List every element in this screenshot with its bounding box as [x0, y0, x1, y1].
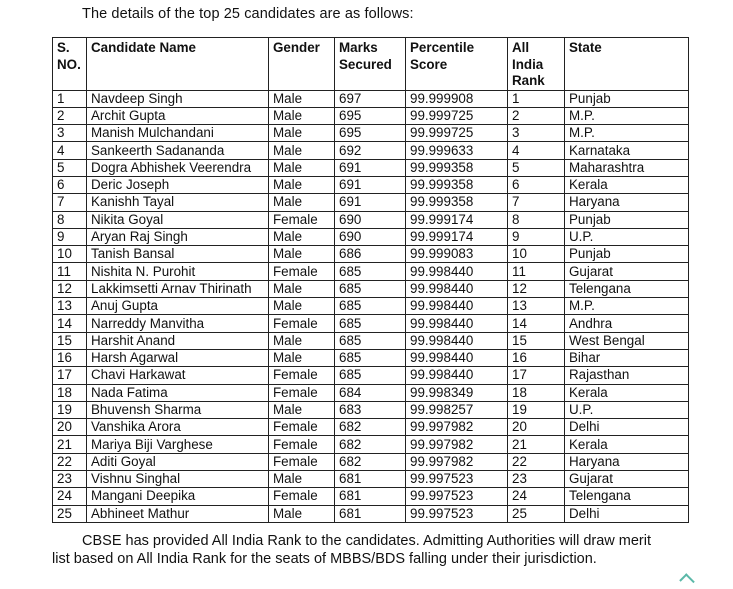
table-row	[53, 471, 689, 488]
cell-rank: 20	[508, 419, 565, 436]
cell-sno: 21	[53, 436, 87, 453]
cell-marks: 682	[335, 419, 406, 436]
cell-sno: 9	[53, 228, 87, 245]
cell-name: Mangani Deepika	[87, 488, 269, 505]
table-row	[53, 107, 689, 124]
cell-name: Abhineet Mathur	[87, 505, 269, 522]
cell-gender: Female	[269, 436, 335, 453]
cell-name: Dogra Abhishek Veerendra	[87, 159, 269, 176]
header-marks-line1: Marks	[339, 40, 378, 55]
table-body	[53, 90, 689, 522]
intro-text: The details of the top 25 candidates are as follows:	[82, 6, 414, 22]
cell-name: Kanishh Tayal	[87, 194, 269, 211]
table-row	[53, 349, 689, 366]
cell-percentile: 99.998257	[406, 401, 508, 418]
cell-gender: Male	[269, 332, 335, 349]
cell-marks: 682	[335, 436, 406, 453]
table-row	[53, 228, 689, 245]
header-state-text: State	[569, 40, 602, 55]
cell-marks: 683	[335, 401, 406, 418]
cell-rank: 25	[508, 505, 565, 522]
cell-percentile: 99.999725	[406, 125, 508, 142]
cell-state: Bihar	[565, 349, 689, 366]
cell-sno: 25	[53, 505, 87, 522]
cell-marks: 685	[335, 349, 406, 366]
table-row	[53, 263, 689, 280]
cell-percentile: 99.999174	[406, 228, 508, 245]
cell-state: Haryana	[565, 453, 689, 470]
top-candidates-table	[52, 37, 689, 523]
cell-sno: 7	[53, 194, 87, 211]
cell-rank: 21	[508, 436, 565, 453]
table-row	[53, 384, 689, 401]
cell-rank: 23	[508, 471, 565, 488]
cell-gender: Female	[269, 453, 335, 470]
cell-name: Lakkimsetti Arnav Thirinath	[87, 280, 269, 297]
cell-marks: 681	[335, 471, 406, 488]
cell-state: Maharashtra	[565, 159, 689, 176]
cell-percentile: 99.999174	[406, 211, 508, 228]
cell-state: Haryana	[565, 194, 689, 211]
table-header-row	[53, 38, 689, 91]
cell-sno: 22	[53, 453, 87, 470]
cell-rank: 6	[508, 176, 565, 193]
cell-sno: 2	[53, 107, 87, 124]
cell-percentile: 99.999358	[406, 159, 508, 176]
cell-sno: 19	[53, 401, 87, 418]
cell-rank: 22	[508, 453, 565, 470]
cell-rank: 13	[508, 298, 565, 315]
cell-name: Nada Fatima	[87, 384, 269, 401]
cell-gender: Male	[269, 401, 335, 418]
cell-name: Navdeep Singh	[87, 90, 269, 107]
cell-percentile: 99.998440	[406, 349, 508, 366]
header-rank-line3: Rank	[512, 73, 545, 88]
header-rank-line1: All	[512, 40, 530, 55]
cell-rank: 9	[508, 228, 565, 245]
cell-state: Gujarat	[565, 263, 689, 280]
cell-sno: 4	[53, 142, 87, 159]
cell-rank: 17	[508, 367, 565, 384]
cell-gender: Male	[269, 505, 335, 522]
cell-marks: 685	[335, 332, 406, 349]
cell-percentile: 99.999633	[406, 142, 508, 159]
cell-name: Aditi Goyal	[87, 453, 269, 470]
cell-marks: 685	[335, 367, 406, 384]
cell-sno: 15	[53, 332, 87, 349]
cell-sno: 12	[53, 280, 87, 297]
cell-sno: 24	[53, 488, 87, 505]
cell-name: Deric Joseph	[87, 176, 269, 193]
cell-name: Nikita Goyal	[87, 211, 269, 228]
cell-name: Bhuvensh Sharma	[87, 401, 269, 418]
cell-state: Delhi	[565, 419, 689, 436]
cell-name: Mariya Biji Varghese	[87, 436, 269, 453]
cell-gender: Female	[269, 384, 335, 401]
header-sno-line2: NO.	[57, 56, 81, 72]
cell-percentile: 99.997982	[406, 419, 508, 436]
table-row	[53, 246, 689, 263]
cell-gender: Female	[269, 315, 335, 332]
table-row	[53, 488, 689, 505]
cell-sno: 1	[53, 90, 87, 107]
cell-gender: Male	[269, 90, 335, 107]
cell-rank: 12	[508, 280, 565, 297]
table-row	[53, 298, 689, 315]
cell-gender: Male	[269, 280, 335, 297]
cell-sno: 14	[53, 315, 87, 332]
cell-percentile: 99.998440	[406, 298, 508, 315]
cell-rank: 10	[508, 246, 565, 263]
cell-percentile: 99.999725	[406, 107, 508, 124]
cell-state: M.P.	[565, 125, 689, 142]
cell-state: U.P.	[565, 228, 689, 245]
cell-gender: Male	[269, 246, 335, 263]
header-percentile	[406, 38, 508, 91]
table-row	[53, 436, 689, 453]
cell-name: Anuj Gupta	[87, 298, 269, 315]
cell-percentile: 99.998440	[406, 332, 508, 349]
cell-rank: 8	[508, 211, 565, 228]
cell-sno: 23	[53, 471, 87, 488]
cell-sno: 17	[53, 367, 87, 384]
cell-sno: 13	[53, 298, 87, 315]
cell-state: Rajasthan	[565, 367, 689, 384]
cell-marks: 685	[335, 280, 406, 297]
cell-state: Andhra	[565, 315, 689, 332]
cell-percentile: 99.997523	[406, 471, 508, 488]
cell-state: M.P.	[565, 298, 689, 315]
cell-percentile: 99.997523	[406, 488, 508, 505]
cell-rank: 2	[508, 107, 565, 124]
cell-marks: 691	[335, 176, 406, 193]
cell-rank: 11	[508, 263, 565, 280]
cell-state: Punjab	[565, 90, 689, 107]
cell-percentile: 99.997982	[406, 436, 508, 453]
table-row	[53, 142, 689, 159]
cell-rank: 15	[508, 332, 565, 349]
cell-percentile: 99.997523	[406, 505, 508, 522]
header-sno	[53, 38, 87, 91]
cell-sno: 6	[53, 176, 87, 193]
table-row	[53, 332, 689, 349]
cell-state: Karnataka	[565, 142, 689, 159]
table-row	[53, 315, 689, 332]
cell-marks: 684	[335, 384, 406, 401]
table-row	[53, 211, 689, 228]
cell-sno: 5	[53, 159, 87, 176]
cell-gender: Male	[269, 471, 335, 488]
header-marks-line2: Secured	[339, 56, 392, 72]
header-name-text: Candidate Name	[91, 40, 196, 55]
cell-gender: Female	[269, 367, 335, 384]
cell-gender: Male	[269, 228, 335, 245]
cell-sno: 11	[53, 263, 87, 280]
cell-gender: Male	[269, 349, 335, 366]
cell-percentile: 99.997982	[406, 453, 508, 470]
cell-state: Punjab	[565, 211, 689, 228]
cell-name: Manish Mulchandani	[87, 125, 269, 142]
header-percentile-line1: Percentile	[410, 40, 475, 55]
cell-gender: Female	[269, 263, 335, 280]
cell-marks: 695	[335, 107, 406, 124]
header-gender	[269, 38, 335, 91]
cell-rank: 3	[508, 125, 565, 142]
cell-marks: 697	[335, 90, 406, 107]
header-sno-line1: S.	[57, 40, 70, 55]
cell-rank: 1	[508, 90, 565, 107]
table-row	[53, 453, 689, 470]
cell-rank: 24	[508, 488, 565, 505]
cell-percentile: 99.999908	[406, 90, 508, 107]
cell-name: Archit Gupta	[87, 107, 269, 124]
table-row	[53, 505, 689, 522]
cell-marks: 685	[335, 315, 406, 332]
header-gender-text: Gender	[273, 40, 320, 55]
corner-chevron-icon	[679, 573, 695, 589]
cell-state: Punjab	[565, 246, 689, 263]
cell-sno: 3	[53, 125, 87, 142]
header-state	[565, 38, 689, 91]
cell-name: Vanshika Arora	[87, 419, 269, 436]
cell-marks: 685	[335, 298, 406, 315]
cell-gender: Male	[269, 194, 335, 211]
header-rank-line2: India	[512, 56, 544, 72]
cell-percentile: 99.998440	[406, 367, 508, 384]
cell-state: Telengana	[565, 488, 689, 505]
cell-percentile: 99.999358	[406, 176, 508, 193]
cell-state: Kerala	[565, 176, 689, 193]
table-row	[53, 90, 689, 107]
cell-gender: Male	[269, 176, 335, 193]
cell-name: Chavi Harkawat	[87, 367, 269, 384]
cell-percentile: 99.998440	[406, 280, 508, 297]
cell-marks: 690	[335, 228, 406, 245]
cell-gender: Male	[269, 125, 335, 142]
cell-marks: 690	[335, 211, 406, 228]
cell-rank: 19	[508, 401, 565, 418]
cell-gender: Female	[269, 419, 335, 436]
cell-name: Sankeerth Sadananda	[87, 142, 269, 159]
cell-gender: Male	[269, 107, 335, 124]
cell-state: Telengana	[565, 280, 689, 297]
table-row	[53, 176, 689, 193]
footer-note	[52, 532, 702, 568]
table-row	[53, 401, 689, 418]
cell-sno: 18	[53, 384, 87, 401]
cell-marks: 682	[335, 453, 406, 470]
cell-rank: 4	[508, 142, 565, 159]
cell-state: M.P.	[565, 107, 689, 124]
cell-state: Delhi	[565, 505, 689, 522]
footer-line1: CBSE has provided All India Rank to the candidates. Admitting Authorities will draw merit	[82, 533, 652, 549]
cell-name: Nishita N. Purohit	[87, 263, 269, 280]
cell-sno: 8	[53, 211, 87, 228]
cell-percentile: 99.998349	[406, 384, 508, 401]
table-row	[53, 159, 689, 176]
cell-marks: 692	[335, 142, 406, 159]
cell-name: Harshit Anand	[87, 332, 269, 349]
table-row	[53, 194, 689, 211]
cell-marks: 681	[335, 505, 406, 522]
cell-rank: 16	[508, 349, 565, 366]
cell-gender: Male	[269, 159, 335, 176]
header-marks	[335, 38, 406, 91]
header-candidate-name	[87, 38, 269, 91]
cell-percentile: 99.999358	[406, 194, 508, 211]
cell-sno: 10	[53, 246, 87, 263]
cell-state: West Bengal	[565, 332, 689, 349]
cell-percentile: 99.998440	[406, 263, 508, 280]
cell-percentile: 99.998440	[406, 315, 508, 332]
cell-marks: 691	[335, 159, 406, 176]
cell-state: Kerala	[565, 384, 689, 401]
cell-gender: Male	[269, 142, 335, 159]
cell-state: Gujarat	[565, 471, 689, 488]
cell-marks: 685	[335, 263, 406, 280]
cell-marks: 695	[335, 125, 406, 142]
table-row	[53, 280, 689, 297]
table-row	[53, 125, 689, 142]
cell-marks: 691	[335, 194, 406, 211]
cell-name: Tanish Bansal	[87, 246, 269, 263]
header-percentile-line2: Score	[410, 56, 448, 72]
cell-name: Aryan Raj Singh	[87, 228, 269, 245]
cell-sno: 20	[53, 419, 87, 436]
cell-name: Narreddy Manvitha	[87, 315, 269, 332]
table-row	[53, 419, 689, 436]
cell-marks: 681	[335, 488, 406, 505]
cell-rank: 7	[508, 194, 565, 211]
cell-state: Kerala	[565, 436, 689, 453]
cell-name: Vishnu Singhal	[87, 471, 269, 488]
cell-marks: 686	[335, 246, 406, 263]
cell-sno: 16	[53, 349, 87, 366]
header-rank	[508, 38, 565, 91]
cell-rank: 5	[508, 159, 565, 176]
cell-gender: Female	[269, 488, 335, 505]
footer-line2: list based on All India Rank for the seats of MBBS/BDS falling under their jurisdiction.	[52, 551, 597, 567]
cell-percentile: 99.999083	[406, 246, 508, 263]
cell-name: Harsh Agarwal	[87, 349, 269, 366]
cell-gender: Female	[269, 211, 335, 228]
cell-state: U.P.	[565, 401, 689, 418]
cell-rank: 14	[508, 315, 565, 332]
table-row	[53, 367, 689, 384]
cell-gender: Male	[269, 298, 335, 315]
cell-rank: 18	[508, 384, 565, 401]
